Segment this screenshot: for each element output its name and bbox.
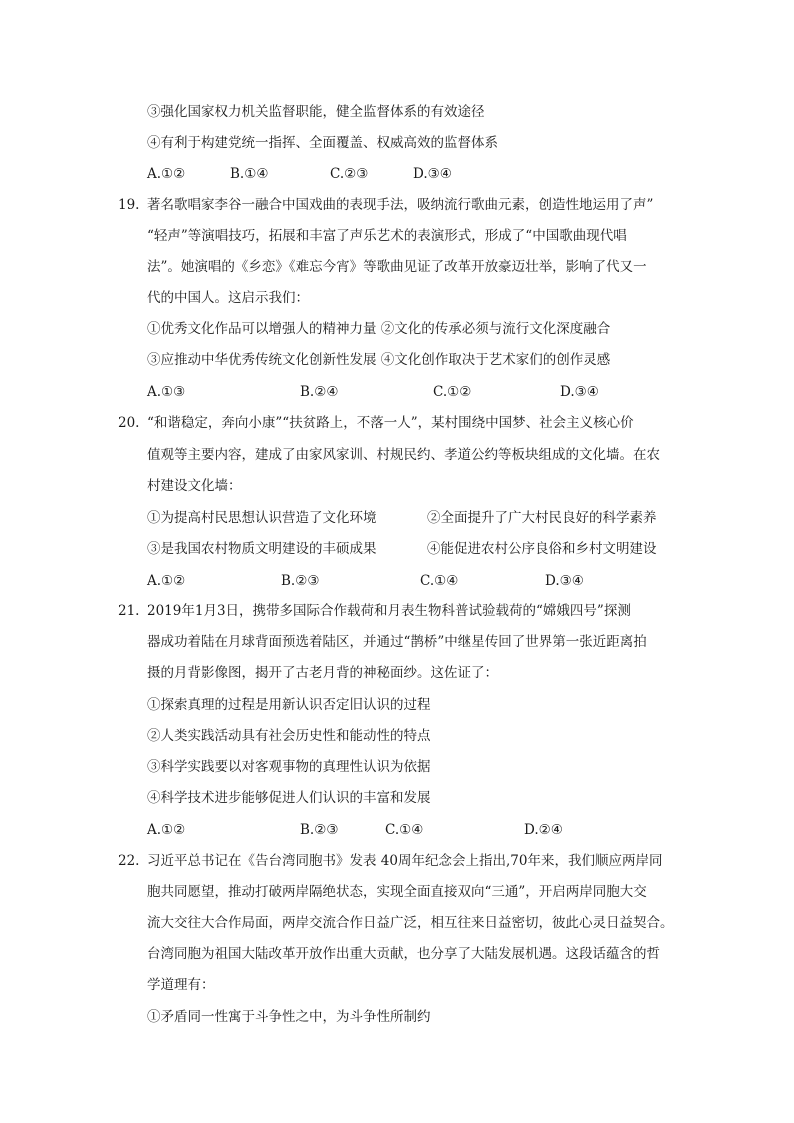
q19-stem-line-1: 著名歌唱家李谷一融合中国戏曲的表现手法，吸纳流行歌曲元素，创造性地运用了声” <box>147 197 654 213</box>
q21-statement-2: ②人类实践活动具有社会历史性和能动性的特点 <box>147 728 431 744</box>
q21-option-a: A.①② <box>147 822 186 838</box>
q22-number: 22. <box>118 853 140 869</box>
q20-stem-line-1: “和谐稳定，奔向小康”“扶贫路上，不落一人”，某村围绕中国梦、社会主义核心价 <box>147 415 634 431</box>
q22-stem-line-3: 流大交往大合作局面，两岸交流合作日益广泛，相互往来日益密切，彼此心灵日益契合。 <box>147 915 674 931</box>
q20-statement-1: ①为提高村民思想认识营造了文化环境 <box>147 510 377 526</box>
q19-option-d: D.③④ <box>560 384 599 400</box>
q21-statement-4: ④科学技术进步能够促进人们认识的丰富和发展 <box>147 790 431 806</box>
q20-stem-line-3: 村建设文化墙： <box>147 478 242 494</box>
q18-statement-4: ④有利于构建党统一指挥、全面覆盖、权威高效的监督体系 <box>147 135 498 151</box>
q18-option-d: D.③④ <box>413 166 452 182</box>
q18-option-c: C.②③ <box>330 166 369 182</box>
q22-stem-line-2: 胞共同愿望，推动打破两岸隔绝状态，实现全面直接双向“三通”，开启两岸同胞大交 <box>147 884 647 900</box>
q21-statement-1: ①探索真理的过程是用新认识否定旧认识的过程 <box>147 697 431 713</box>
q21-stem-line-1: 2019年1月3日，携带多国际合作载荷和月表生物科普试验载荷的“嫦娥四号”探测 <box>147 603 631 619</box>
q21-option-b: B.②③ <box>300 822 339 838</box>
q18-option-b: B.①④ <box>230 166 269 182</box>
q19-stem-line-2: “轻声”等演唱技巧，拓展和丰富了声乐艺术的表演形式，形成了“中国歌曲现代唱 <box>147 228 627 244</box>
q19-option-b: B.②④ <box>300 384 339 400</box>
q19-statements-3-4: ③应推动中华优秀传统文化创新性发展 ④文化创作取决于艺术家们的创作灵感 <box>147 352 611 368</box>
q21-option-d: D.②④ <box>524 822 563 838</box>
q19-option-a: A.①③ <box>147 384 186 400</box>
q20-number: 20. <box>118 415 140 431</box>
q18-statement-3: ③强化国家权力机关监督职能，健全监督体系的有效途径 <box>147 104 485 120</box>
q21-number: 21. <box>118 603 140 619</box>
q22-stem-line-5: 学道理有： <box>147 977 215 993</box>
q20-option-c: C.①④ <box>420 573 459 589</box>
q21-option-c: C.①④ <box>385 822 424 838</box>
q19-option-c: C.①② <box>433 384 472 400</box>
q19-stem-line-3: 法”。她演唱的《乡恋》《难忘今宵》等歌曲见证了改革开放豪迈壮举，影响了代又一 <box>147 259 647 275</box>
q19-statements-1-2: ①优秀文化作品可以增强人的精神力量 ②文化的传承必须与流行文化深度融合 <box>147 321 611 337</box>
q22-stem-line-4: 台湾同胞为祖国大陆改革开放作出重大贡献，也分享了大陆发展机遇。这段话蕴含的哲 <box>147 946 660 962</box>
q21-stem-line-3: 摄的月背影像图，揭开了古老月背的神秘面纱。这佐证了： <box>147 665 498 681</box>
q18-option-a: A.①② <box>147 166 186 182</box>
q19-number: 19. <box>118 197 140 213</box>
q20-option-a: A.①② <box>147 573 186 589</box>
q20-stem-line-2: 值观等主要内容，建成了由家风家训、村规民约、孝道公约等板块组成的文化墙。在农 <box>147 447 660 463</box>
q20-statement-2: ②全面提升了广大村民良好的科学素养 <box>427 510 657 526</box>
q20-option-b: B.②③ <box>281 573 320 589</box>
q21-stem-line-2: 器成功着陆在月球背面预选着陆区，并通过“鹊桥”中继星传回了世界第一张近距离拍 <box>147 634 647 650</box>
q20-statement-4: ④能促进农村公序良俗和乡村文明建设 <box>427 541 657 557</box>
q22-statement-1: ①矛盾同一性寓于斗争性之中，为斗争性所制约 <box>147 1009 431 1025</box>
q21-statement-3: ③科学实践要以对客观事物的真理性认识为依据 <box>147 759 431 775</box>
q19-stem-line-4: 代的中国人。这启示我们： <box>147 290 309 306</box>
q22-stem-line-1: 习近平总书记在《告台湾同胞书》发表 40周年纪念会上指出,70年来，我们顺应两岸同 <box>147 853 663 869</box>
q20-statement-3: ③是我国农村物质文明建设的丰硕成果 <box>147 541 377 557</box>
q20-option-d: D.③④ <box>545 573 584 589</box>
